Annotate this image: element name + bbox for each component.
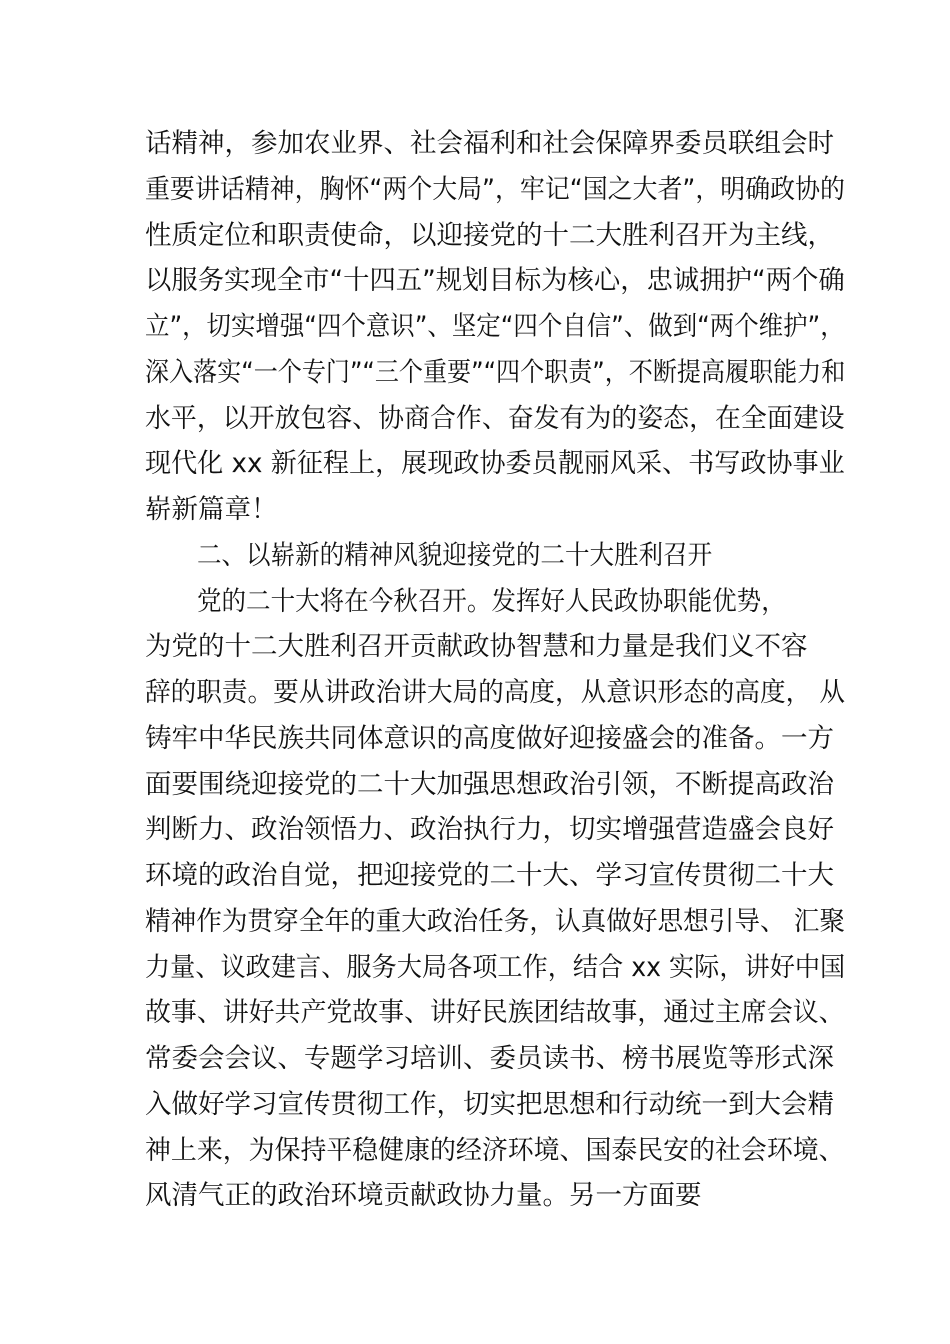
text-line: 崭新篇章！ xyxy=(145,494,278,525)
text-line: 面要围绕迎接党的二十大加强思想政治引领，不断提高政治 xyxy=(145,769,834,800)
text-line: 立”，切实增强“四个意识”、坚定“四个自信”、做到“两个维护”， xyxy=(145,311,845,342)
text-line: 重要讲话精神，胸怀“两个大局”，牢记“国之大者”，明确政协的 xyxy=(145,174,845,205)
text-line: 精神作为贯穿全年的重大政治任务，认真做好思想引导、 汇聚 xyxy=(145,906,845,937)
paragraph-first-line: 党的二十大将在今秋召开。发挥好人民政协职能优势， xyxy=(197,586,786,617)
text-line: 神上来，为保持平稳健康的经济环境、国泰民安的社会环境、 xyxy=(145,1135,845,1166)
text-line: 故事、讲好共产党故事、讲好民族团结故事，通过主席会议、 xyxy=(145,997,845,1028)
text-line: 现代化 xx 新征程上，展现政协委员靓丽风采、书写政协事业 xyxy=(145,448,845,479)
section-heading: 二、以崭新的精神风貌迎接党的二十大胜利召开 xyxy=(197,540,713,571)
text-line: 深入落实“一个专门”“三个重要”“四个职责”，不断提高履职能力和 xyxy=(145,357,846,388)
text-line: 风清气正的政治环境贡献政协力量。另一方面要 xyxy=(145,1180,702,1211)
text-line: 水平，以开放包容、协商合作、奋发有为的姿态，在全面建设 xyxy=(145,403,845,434)
text-line: 为党的十二大胜利召开贡献政协智慧和力量是我们义不容 xyxy=(145,631,808,662)
text-line: 常委会会议、专题学习培训、委员读书、榜书展览等形式深 xyxy=(145,1043,834,1074)
text-line: 辞的职责。要从讲政治讲大局的高度，从意识形态的高度， 从 xyxy=(145,677,845,708)
text-line: 铸牢中华民族共同体意识的高度做好迎接盛会的准备。一方 xyxy=(145,723,834,754)
text-line: 判断力、政治领悟力、政治执行力，切实增强营造盛会良好 xyxy=(145,814,834,845)
text-line: 以服务实现全市“十四五”规划目标为核心，忠诚拥护“两个确 xyxy=(145,265,845,296)
text-line: 入做好学习宣传贯彻工作，切实把思想和行动统一到大会精 xyxy=(145,1089,834,1120)
text-line: 性质定位和职责使命，以迎接党的十二大胜利召开为主线， xyxy=(145,220,834,251)
text-line: 力量、议政建言、服务大局各项工作，结合 xx 实际，讲好中国 xyxy=(145,952,846,983)
text-line: 环境的政治自觉，把迎接党的二十大、学习宣传贯彻二十大 xyxy=(145,860,834,891)
text-line: 话精神，参加农业界、社会福利和社会保障界委员联组会时 xyxy=(145,128,834,159)
